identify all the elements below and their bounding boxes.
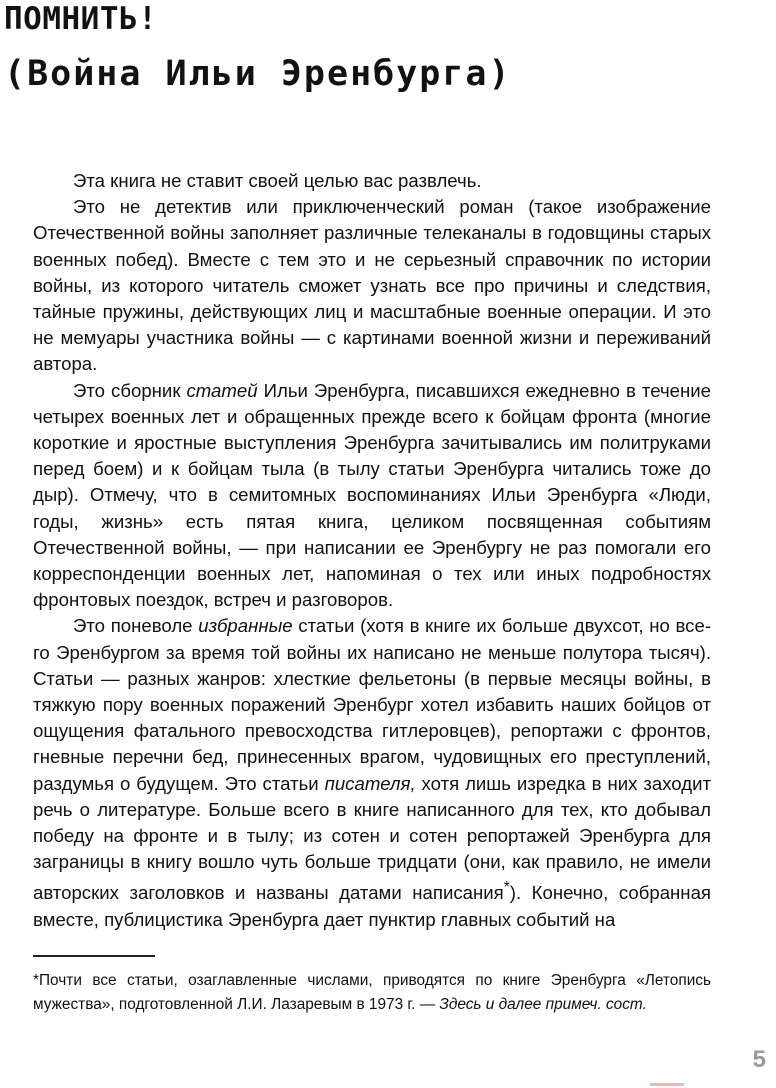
paragraph-4-text-d: ). Конечно, собранная вместе, публицистика Эренбурга дает пунктир главных событий на — [33, 882, 711, 930]
chapter-header — [4, 0, 764, 96]
paragraph-4-text-b: статьи (хотя в книге их больше двухсот, но всего Эренбургом за время той войны их написано не меньше полутора тысяч). Статьи — разных жанров: хлесткие фельетоны (в первые месяцы войны, в тяжкую пору военных поражений Эренбург хотел избавить наших бойцов от ощущения фатального превосходства гитлеровцев), репортажи с фронтов, гневные перечни бед, принесенных врагом, чудовищных его преступлений, раздумья о будущем. Это статьи — [33, 615, 712, 794]
paragraph-2: Это не детектив или приключенческий роман (такое изображение Отечественной войны заполняет различные телеканалы в годовщины старых военных побед). Вместе с тем это и не серьезный справочник по истории войны, из которого читатель сможет узнать все про причины и следствия, тайные пружины, действующих лиц и масштабные военные операции. И это не мемуары участника войны — с картинами военной жизни и переживаний автора. — [33, 196, 711, 375]
paragraph-1: Эта книга не ставит своей целью вас развлечь. — [73, 170, 482, 191]
chapter-subtitle: (Война Ильи Эренбурга) — [4, 54, 512, 94]
footnote-text: *Почти все статьи, озаглавленные числами, приводятся по книге Эренбурга «Летопись мужества», подготовленной Л.И. Лазаревым в 1973 г. — — [33, 972, 711, 1013]
paragraph-4 — [33, 613, 711, 933]
footnote-divider — [33, 955, 155, 957]
footnote-marker: * — [503, 879, 510, 897]
paragraph-4-text-a: Это поневоле — [73, 615, 199, 637]
paragraph-4-emphasis-b: писателя, — [324, 772, 416, 794]
main-text — [33, 168, 711, 933]
chapter-title: ПОМНИТЬ! — [4, 1, 158, 37]
paragraph-3-emphasis: статей — [186, 379, 258, 401]
paragraph-4-text-c: хотя лишь изредка в них заходит речь о литературе. Больше всего в книге написанного для тех, кто добывал победу на фронте и в тылу; из сотен и сотен репортажей Эренбурга для заграницы в книгу вошло чуть больше тридцати (они, как правило, не имели авторских заголовков и названы датами написания — [33, 772, 711, 904]
paragraph-3-text-b: Ильи Эренбурга, писавшихся ежедневно в течение четырех военных лет и обращенных прежде всего к бойцам фронта (многие короткие и яростные выступления Эренбурга зачитывались им политруками перед боем) и к бойцам тыла (в тылу статьи Эренбурга читались тоже до дыр). Отмечу, что в семитомных воспоминаниях Ильи Эренбурга «Люди, годы, жизнь» есть пятая книга, целиком посвященная событиям Отечественной войны, — при написании ее Эренбургу не раз помогали его корреспонденции военных лет, напоминая о тех или иных подробностях фронтовых поездок, встреч и разговоров. — [33, 379, 711, 611]
page-edge-mark — [650, 1083, 684, 1086]
page-number: 5 — [752, 1046, 766, 1073]
footnote — [33, 969, 711, 1017]
paragraph-3 — [33, 378, 711, 614]
footnote-emphasis: Здесь и далее примеч. сост. — [439, 996, 647, 1013]
paragraph-4-emphasis-a: избранные — [198, 615, 293, 637]
paragraph-3-text-a: Это сборник — [73, 379, 187, 401]
